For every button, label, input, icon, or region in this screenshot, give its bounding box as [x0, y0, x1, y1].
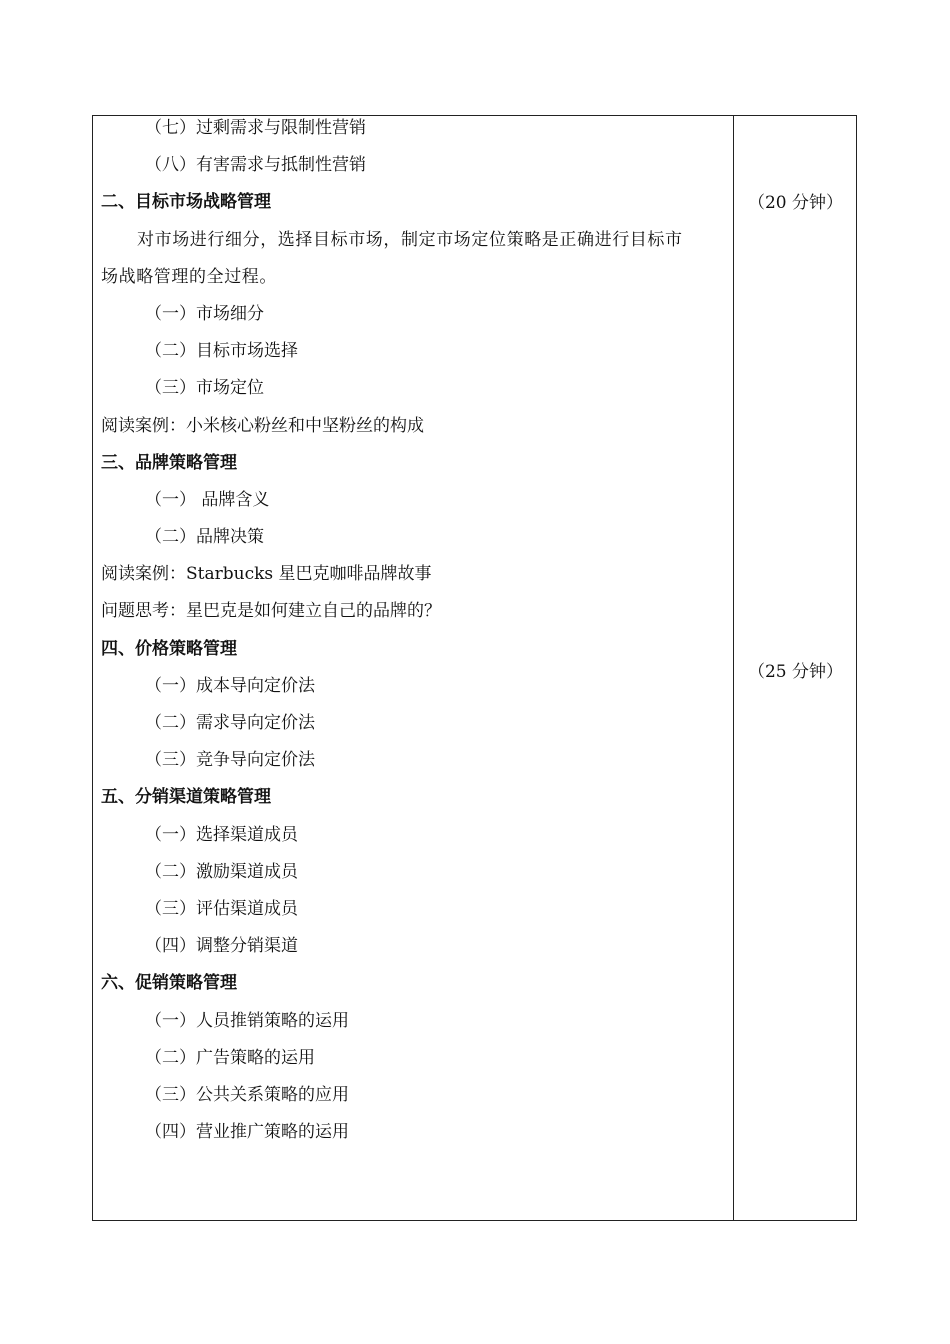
- section-heading: 四、价格策略管理: [101, 638, 237, 659]
- content-line: （二）品牌决策: [145, 527, 264, 548]
- content-line: （四）营业推广策略的运用: [145, 1122, 349, 1143]
- time-allocation: （25 分钟）: [747, 662, 844, 682]
- content-line: （七）过剩需求与限制性营销: [145, 118, 366, 138]
- section-heading: 六、促销策略管理: [101, 973, 237, 994]
- content-line: （三）竞争导向定价法: [145, 750, 315, 771]
- section-heading: 二、目标市场战略管理: [101, 192, 271, 213]
- content-line: （四）调整分销渠道: [145, 936, 298, 957]
- content-line: （二）激励渠道成员: [145, 861, 298, 882]
- time-allocation: （20 分钟）: [747, 193, 844, 213]
- content-line: （三）评估渠道成员: [145, 898, 298, 919]
- case-line: 阅读案例：小米核心粉丝和中坚粉丝的构成: [101, 415, 424, 436]
- section-heading: 五、分销渠道策略管理: [101, 787, 271, 808]
- question-line: 问题思考：星巴克是如何建立自己的品牌的？: [101, 601, 441, 622]
- lesson-content-cell: [101, 110, 727, 1151]
- content-line: （一）人员推销策略的运用: [145, 1010, 349, 1031]
- content-line: （一）市场细分: [145, 303, 264, 324]
- case-line: 阅读案例：Starbucks 星巴克咖啡品牌故事: [101, 564, 432, 585]
- content-line: （三）公共关系策略的应用: [145, 1084, 349, 1105]
- content-line: （一）选择渠道成员: [145, 824, 298, 845]
- section-heading: 三、品牌策略管理: [101, 452, 237, 473]
- content-line: （二）目标市场选择: [145, 341, 298, 362]
- content-line: （一）成本导向定价法: [145, 675, 315, 696]
- content-line: （二）需求导向定价法: [145, 713, 315, 733]
- content-line: （二）广告策略的运用: [145, 1047, 315, 1068]
- paragraph-line: 对市场进行细分，选择目标市场，制定市场定位策略是正确进行目标市: [137, 229, 683, 250]
- content-line: （八）有害需求与抵制性营销: [145, 155, 366, 176]
- content-line: （一） 品牌含义: [145, 489, 270, 510]
- content-line: （三）市场定位: [145, 378, 264, 399]
- paragraph-line: 场战略管理的全过程。: [101, 266, 277, 287]
